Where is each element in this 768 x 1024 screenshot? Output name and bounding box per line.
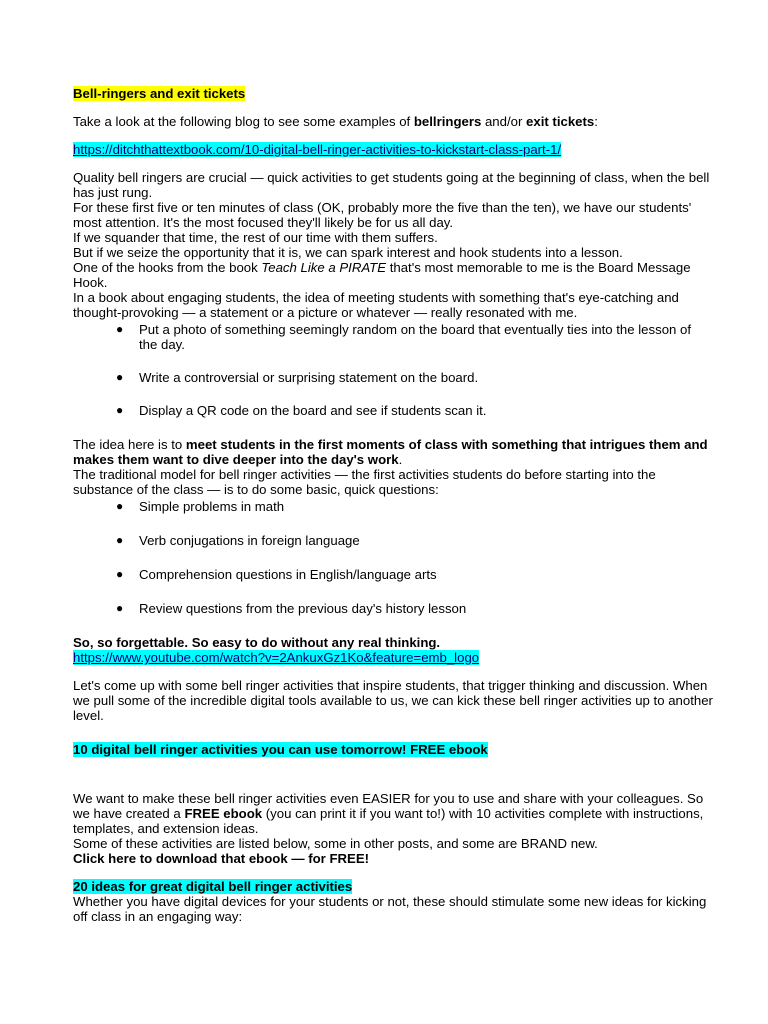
list-item-text: Display a QR code on the board and see if students scan it. [139,403,487,418]
list-item-text: Write a controversial or surprising statement on the board. [139,370,479,385]
para1-line-4: But if we seize the opportunity that it is, we can spark interest and hook students into a lesson. [73,245,623,260]
ideas-heading-text: 20 ideas for great digital bell ringer activities [73,879,353,894]
intro-bold-exit-tickets: exit tickets [526,114,595,129]
hook-paragraph [73,260,713,290]
list-item [73,370,713,385]
ebook-paragraph [73,791,713,836]
hook-text-end: that's most memorable to me is the Board Message Hook. [73,260,691,290]
forgettable-line: So, so forgettable. So easy to do without any real thinking. [73,635,441,650]
ebook-text: We want to make these bell ringer activities even EASIER for you to use and share with your colleagues. So we have created a [73,791,704,821]
idea-bold: meet students in the first moments of class with something that intrigues them and makes them want to dive deeper into the day's work [73,437,708,467]
list-item-text: Put a photo of something seemingly random on the board that eventually ties into the lesson of the day. [139,322,692,352]
click-here-link[interactable]: Click here to download that ebook — for FREE! [73,851,370,866]
link1-text[interactable]: https://ditchthattextbook.com/10-digital-bell-ringer-activities-to-kickstart-class-part-1/ [73,142,562,157]
list-item [73,533,713,548]
para1-line-1: Quality bell ringers are crucial — quick activities to get students going at the beginning of class, when the bell has just rung. [73,170,710,200]
para3: Let's come up with some bell ringer activities that inspire students, that trigger thinking and discussion. When we pull some of the incredible digital tools available to us, we can kick these bell ringer activities up to another level. [73,678,713,723]
para2: In a book about engaging students, the idea of meeting students with something that's eye-catching and thought-provoking — a statement or a picture or whatever — really resonated with me. [73,290,679,320]
bullet-icon: ● [116,322,124,336]
ideas-heading [73,879,713,894]
list-item-text: Review questions from the previous day's history lesson [139,601,467,616]
heading-text: Bell-ringers and exit tickets [73,86,246,101]
list-item [73,601,713,616]
intro-text-end: : [594,114,598,129]
bullet-icon: ● [116,370,124,384]
hook-book-title: Teach Like a PIRATE [261,260,387,275]
idea-text-end: . [398,452,403,467]
traditional-paragraph: The traditional model for bell ringer activities — the first activities students do before starting into the substance of the class — is to do some basic, quick questions: [73,467,656,497]
bullet-icon: ● [116,533,124,547]
some-line: Some of these activities are listed below, some in other posts, and some are BRAND new. [73,836,598,851]
ebook-heading-text[interactable]: 10 digital bell ringer activities you can use tomorrow! FREE ebook [73,742,488,757]
idea-paragraph [73,437,713,467]
list-item [73,567,713,582]
hook-text: One of the hooks from the book [73,260,262,275]
document-body [73,86,713,924]
bullet-icon: ● [116,567,124,581]
traditional-list [73,499,713,616]
bullet-icon: ● [116,601,124,615]
ebook-text-end: (you can print it if you want to!) with 10 activities complete with instructions, templates, and extension ideas. [73,806,704,836]
board-ideas-list [73,322,713,418]
intro-text-mid: and/or [481,114,527,129]
intro-text: Take a look at the following blog to see some examples of [73,114,414,129]
whether-paragraph: Whether you have digital devices for your students or not, these should stimulate some new ideas for kicking off class in an engaging way: [73,894,707,924]
ebook-heading[interactable] [73,742,713,757]
para1-line-3: If we squander that time, the rest of our time with them suffers. [73,230,438,245]
link-ditchthattextbook[interactable] [73,142,713,157]
list-item-text: Comprehension questions in English/language arts [139,567,437,582]
intro-paragraph [73,114,713,129]
list-item [73,403,713,418]
para1-line-2: For these first five or ten minutes of class (OK, probably more the five than the ten), we have our students' most attention. It's the most focused they'll likely be for us all day. [73,200,692,230]
list-item [73,322,713,352]
heading-bell-ringers [73,86,713,101]
list-item-text: Verb conjugations in foreign language [139,533,360,548]
bullet-icon: ● [116,403,124,417]
bullet-icon: ● [116,499,124,513]
intro-bold-bellringers: bellringers [413,114,482,129]
list-item [73,499,713,514]
link2-text[interactable]: https://www.youtube.com/watch?v=2AnkuxGz1Ko&feature=emb_logo [73,650,480,665]
idea-text: The idea here is to [73,437,186,452]
ebook-bold: FREE ebook [184,806,263,821]
link-youtube[interactable] [73,650,713,665]
list-item-text: Simple problems in math [139,499,285,514]
